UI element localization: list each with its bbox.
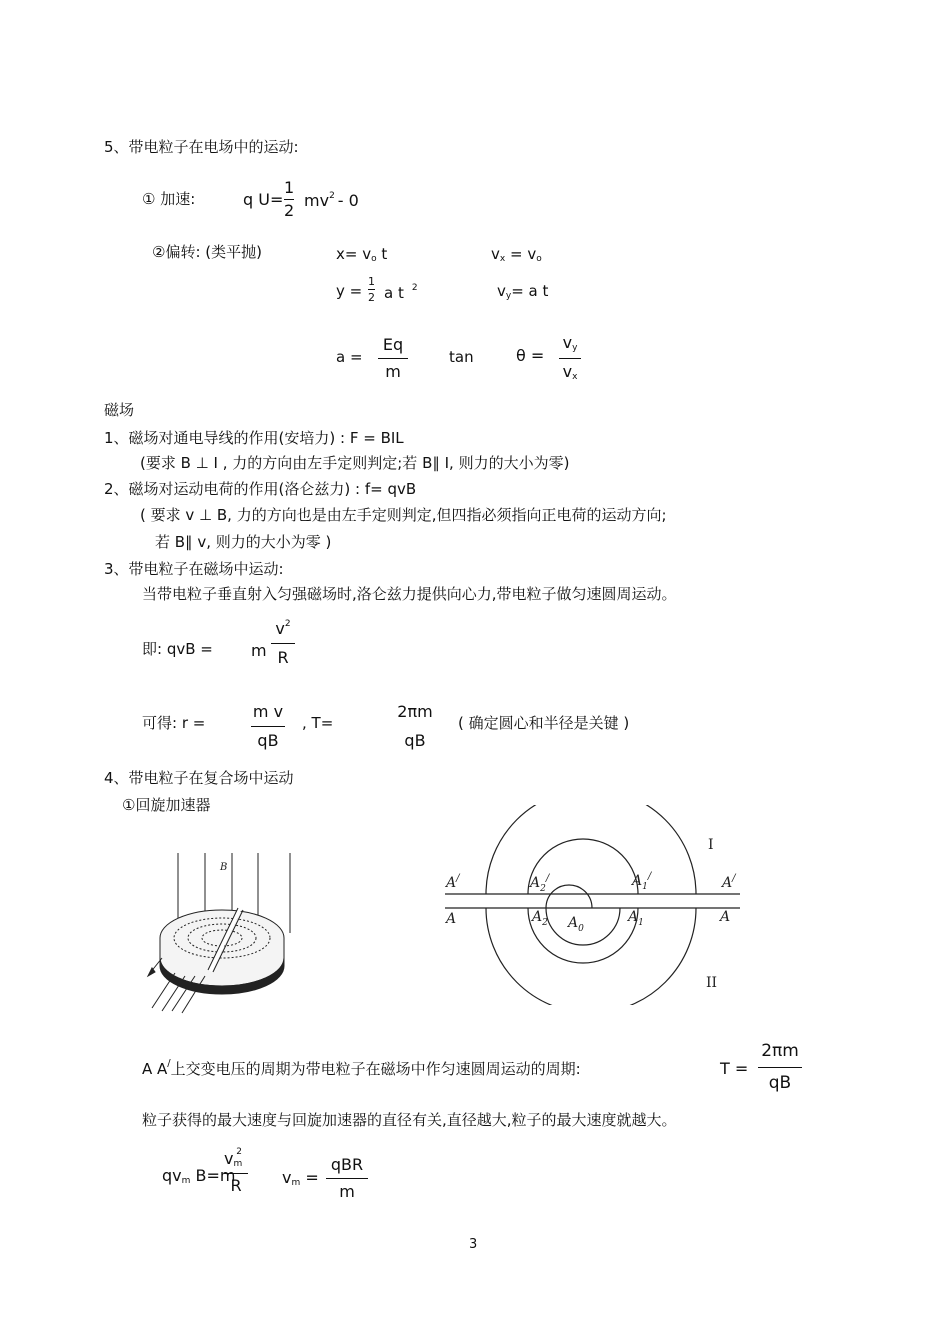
y-rhs: [384, 284, 418, 301]
accel-fraction: [284, 180, 294, 219]
svg-text:A/: [720, 873, 737, 891]
vx-eq-main: v: [491, 245, 500, 263]
T-fraction: [396, 704, 434, 749]
a-fraction: [378, 337, 408, 380]
svg-text:A/: [444, 873, 461, 891]
fig-A-left: A: [446, 911, 457, 927]
ji-num-v: v: [275, 619, 285, 638]
page-number: 3: [469, 1237, 478, 1252]
vx-equation: [491, 247, 542, 264]
T2-lhs: T =: [720, 1059, 749, 1078]
mag-line1: 1、磁场对通电导线的作用(安培力) : F = BIL: [104, 429, 404, 447]
y-frac-num: 1: [368, 275, 375, 288]
qvm-fraction: [224, 1147, 248, 1195]
qvm-num-sup: 2: [236, 1147, 242, 1157]
ji-den: R: [277, 648, 289, 667]
cyclotron-heading: ①回旋加速器: [122, 796, 211, 814]
x-equation: [336, 247, 387, 264]
qvm-lhs-main: qv: [162, 1166, 182, 1185]
qvm-num-sub: m: [233, 1159, 243, 1169]
fig-A-right: A: [720, 909, 731, 925]
T2-fraction: [758, 1043, 802, 1092]
svg-text:A1/: [630, 871, 653, 892]
section-5-title: 5、带电粒子在电场中的运动:: [104, 138, 299, 156]
a-lhs: a =: [336, 348, 363, 366]
fig-prime-2: /: [545, 873, 550, 884]
deflect-label: ②偏转: (类平抛): [152, 243, 262, 261]
fig-A2: A: [532, 909, 543, 925]
qvm-num-v: v: [224, 1149, 234, 1168]
cyclotron-drawing: [140, 848, 325, 1023]
fig-B-label: B: [220, 862, 228, 873]
mag-line2: 2、磁场对运动电荷的作用(洛仑兹力) : f= qvB: [104, 480, 417, 498]
comma-T: , T=: [302, 714, 334, 732]
ji-num: [271, 620, 295, 637]
fig-region-I: I: [708, 837, 714, 853]
x-eq-sub: o: [371, 254, 377, 264]
fig-A1: A: [628, 909, 639, 925]
vm-fraction: [326, 1157, 368, 1200]
accel-rhs-m: mv: [304, 191, 330, 210]
period-text-body: 上交变电压的周期为带电粒子在磁场中作匀速圆周运动的周期:: [170, 1060, 581, 1078]
qvm-lhs-sub: m: [181, 1176, 191, 1186]
period-text: [142, 1059, 581, 1077]
r-den: qB: [257, 731, 279, 750]
y-lhs: y =: [336, 282, 363, 300]
kede-label: 可得: r =: [142, 714, 206, 732]
vx-eq-mid: = v: [505, 245, 537, 263]
x-eq-tail: t: [376, 245, 388, 263]
accel-lhs: q U=: [243, 190, 284, 209]
mag-line3: 3、带电粒子在磁场中运动:: [104, 560, 284, 578]
fig-prime-1: /: [456, 873, 460, 884]
accel-rhs-tail: - 0: [337, 191, 359, 210]
T2-num: 2πm: [761, 1041, 799, 1061]
vm-den: m: [339, 1182, 355, 1201]
fig-A2-sub: 2: [542, 918, 548, 928]
fig-A2p-sub: 2: [540, 884, 546, 894]
tan-fraction: [559, 335, 581, 382]
vx-eq-sub2: o: [536, 254, 542, 264]
tan-den-sub: x: [572, 372, 578, 382]
ji-m: m: [251, 641, 267, 660]
tan-den: [559, 364, 581, 382]
tan-num-v: v: [562, 333, 573, 352]
fig-A1-sub: 1: [638, 918, 644, 928]
qvm-den: R: [230, 1176, 242, 1195]
mag-line2b: ( 要求 v ⊥ B, 力的方向也是由左手定则判定,但四指必须指向正电荷的运动方向;: [140, 506, 667, 524]
vy-equation: [497, 284, 548, 301]
svg-text:A0: [566, 915, 584, 934]
tan-label: tan: [449, 348, 474, 366]
accel-label: ① 加速:: [142, 190, 196, 208]
y-frac-den: 2: [368, 291, 375, 304]
accel-rhs-sup: 2: [329, 191, 335, 201]
fig-A0: A: [568, 915, 579, 931]
vy-eq-tail: = a t: [511, 282, 549, 300]
tan-num: [559, 335, 581, 353]
cyclotron-circles-diagram: [440, 805, 760, 1005]
fig-Ap-right: A: [722, 875, 733, 891]
y-fraction: [368, 276, 375, 303]
vm-eq: =: [300, 1168, 319, 1187]
period-prime: /: [167, 1058, 171, 1069]
svg-text:A2/: [528, 873, 551, 894]
vy-eq-main: v: [497, 282, 506, 300]
mag-line2c: 若 B∥ v, 则力的大小为零 ): [155, 533, 332, 551]
T2-den: qB: [768, 1073, 792, 1093]
period-AA: A A: [142, 1060, 168, 1078]
a-den: m: [385, 362, 401, 381]
tan-num-sub: y: [572, 343, 578, 353]
fig-A1p-sub: 1: [642, 882, 648, 892]
fig-prime-3: /: [647, 871, 652, 882]
accel-frac-den: 2: [284, 201, 295, 220]
mag-line3b: 当带电粒子垂直射入匀强磁场时,洛仑兹力提供向心力,带电粒子做匀速圆周运动。: [142, 585, 677, 603]
T-num: 2πm: [397, 702, 433, 721]
fig-A1p: A: [632, 873, 643, 889]
section-4-title: 4、带电粒子在复合场中运动: [104, 769, 294, 787]
key-note: ( 确定圆心和半径是关键 ): [458, 714, 630, 732]
fig-A2p: A: [530, 875, 541, 891]
vm-lhs-main: v: [282, 1168, 292, 1187]
vmax-text: 粒子获得的最大速度与回旋加速器的直径有关,直径越大,粒子的最大速度就越大。: [142, 1111, 677, 1129]
x-eq-main: x= v: [336, 245, 372, 263]
vm-lhs: [282, 1170, 319, 1188]
qvm-num: [224, 1147, 248, 1169]
T-den: qB: [404, 731, 426, 750]
accel-rhs: [304, 192, 359, 209]
vm-num: qBR: [330, 1155, 364, 1174]
vm-lhs-sub: m: [291, 1178, 301, 1188]
ji-label: 即: qvB =: [142, 640, 213, 658]
vy-eq-sub: y: [505, 291, 512, 301]
mag-line1b: (要求 B ⊥ I , 力的方向由左手定则判定;若 B∥ I, 则力的大小为零): [140, 454, 570, 472]
ji-num-sup: 2: [284, 619, 291, 629]
a-num: Eq: [382, 335, 404, 354]
fig-region-II: II: [706, 975, 718, 991]
tan-den-v: v: [562, 362, 573, 381]
y-rhs-sup: 2: [411, 283, 418, 293]
theta-lhs: θ =: [516, 346, 545, 365]
qvm-mid: B=m: [190, 1166, 236, 1185]
ji-fraction: [271, 620, 295, 666]
svg-text:A2: [530, 909, 548, 928]
fig-prime-4: /: [732, 873, 736, 884]
r-fraction: [251, 704, 285, 749]
accel-frac-num: 1: [284, 178, 295, 197]
fig-Ap-left: A: [446, 875, 457, 891]
y-rhs-main: a t: [384, 284, 404, 302]
vx-eq-sub: x: [499, 254, 506, 264]
fig-A0-sub: 0: [578, 924, 584, 934]
mag-heading: 磁场: [104, 401, 135, 419]
r-num: m v: [252, 702, 284, 721]
